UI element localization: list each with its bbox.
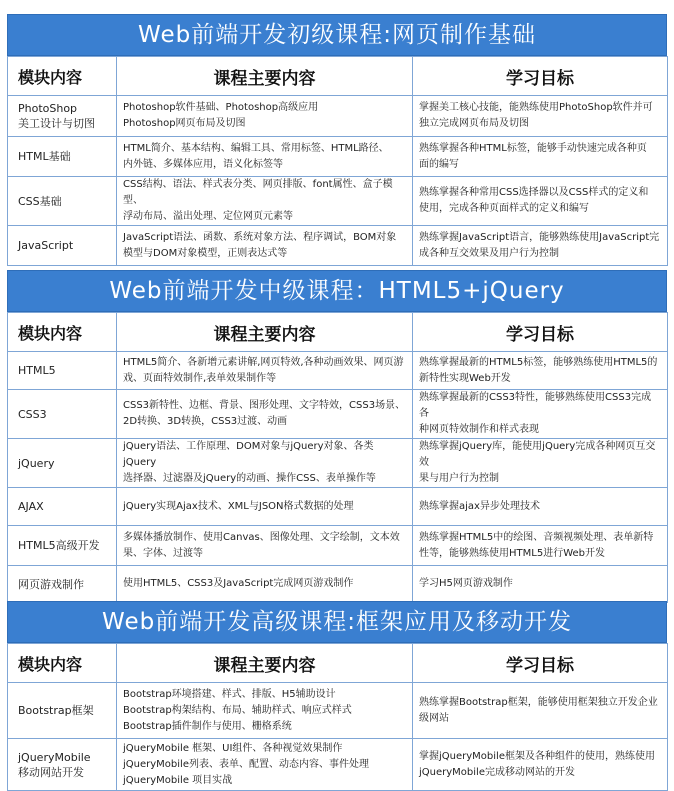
table-row <box>8 177 668 226</box>
goal-cell: 熟练掌握JavaScript语言，能够熟练使用JavaScript完 成各种互交效果及用户行为控制 <box>413 226 668 266</box>
table-row <box>8 739 668 791</box>
table-row <box>8 352 668 390</box>
content-cell: CSS结构、语法、样式表分类、网页排版、font属性、盒子模型、 浮动布局、溢出处理、定位网页元素等 <box>117 177 413 226</box>
content-cell: Bootstrap环境搭建、样式、排版、H5辅助设计 Bootstrap构架结构、布局、辅助样式、响应式样式 Bootstrap插件制作与使用、栅格系统 <box>117 683 413 739</box>
goal-cell: 熟练掌握最新的HTML5标签，能够熟练使用HTML5的 新特性实现Web开发 <box>413 352 668 390</box>
content-cell: JavaScript语法、函数、系统对象方法、程序调试，BOM对象 模型与DOM对象模型，正则表达式等 <box>117 226 413 266</box>
table-row <box>8 137 668 177</box>
table-row <box>8 390 668 439</box>
goal-cell: 熟练掌握各种HTML标签，能够手动快速完成各种页 面的编写 <box>413 137 668 177</box>
content-cell: jQuery语法、工作原理、DOM对象与jQuery对象、各类jQuery 选择器、过滤器及jQuery的动画、操作CSS、表单操作等 <box>117 439 413 488</box>
module-cell: CSS基础 <box>8 177 117 226</box>
section-intermediate <box>7 270 667 603</box>
section-title: Web前端开发高级课程:框架应用及移动开发 <box>7 601 667 643</box>
header-module: 模块内容 <box>8 57 117 96</box>
table-header-row <box>8 313 668 352</box>
module-cell: AJAX <box>8 488 117 526</box>
table-row <box>8 566 668 603</box>
module-cell: jQueryMobile 移动网站开发 <box>8 739 117 791</box>
course-table <box>7 56 668 266</box>
content-cell: HTML简介、基本结构、编辑工具、常用标签、HTML路径、 内外链、多媒体应用，语义化标签等 <box>117 137 413 177</box>
goal-cell: 熟练掌握Bootstrap框架，能够使用框架独立开发企业 级网站 <box>413 683 668 739</box>
content-cell: jQueryMobile 框架、UI组件、各种视觉效果制作 jQueryMobile列表、表单、配置、动态内容、事件处理 jQueryMobile 项目实战 <box>117 739 413 791</box>
section-beginner <box>7 14 667 266</box>
course-table <box>7 312 668 603</box>
table-header-row <box>8 644 668 683</box>
goal-cell: 熟练掌握HTML5中的绘图、音频视频处理、表单新特 性等，能够熟练使用HTML5进行Web开发 <box>413 526 668 566</box>
section-title: Web前端开发初级课程:网页制作基础 <box>7 14 667 56</box>
goal-cell: 掌握美工核心技能，能熟练使用PhotoShop软件并可 独立完成网页布局及切图 <box>413 96 668 137</box>
header-goal: 学习目标 <box>413 57 668 96</box>
course-table <box>7 643 668 791</box>
goal-cell: 掌握jQueryMobile框架及各种组件的使用，熟练使用 jQueryMobile完成移动网站的开发 <box>413 739 668 791</box>
goal-cell: 熟练掌握ajax异步处理技术 <box>413 488 668 526</box>
module-cell: jQuery <box>8 439 117 488</box>
header-content: 课程主要内容 <box>117 644 413 683</box>
goal-cell: 学习H5网页游戏制作 <box>413 566 668 603</box>
module-cell: JavaScript <box>8 226 117 266</box>
header-module: 模块内容 <box>8 313 117 352</box>
module-cell: HTML5高级开发 <box>8 526 117 566</box>
content-cell: Photoshop软件基础、Photoshop高级应用 Photoshop网页布局及切图 <box>117 96 413 137</box>
table-header-row <box>8 57 668 96</box>
goal-cell: 熟练掌握各种常用CSS选择器以及CSS样式的定义和 使用，完成各种页面样式的定义和编写 <box>413 177 668 226</box>
header-module: 模块内容 <box>8 644 117 683</box>
section-title: Web前端开发中级课程：HTML5+jQuery <box>7 270 667 312</box>
table-row <box>8 226 668 266</box>
table-row <box>8 683 668 739</box>
table-row <box>8 96 668 137</box>
section-advanced <box>7 601 667 791</box>
module-cell: 网页游戏制作 <box>8 566 117 603</box>
module-cell: HTML基础 <box>8 137 117 177</box>
table-row <box>8 488 668 526</box>
header-goal: 学习目标 <box>413 313 668 352</box>
module-cell: CSS3 <box>8 390 117 439</box>
header-content: 课程主要内容 <box>117 313 413 352</box>
module-cell: Bootstrap框架 <box>8 683 117 739</box>
table-row <box>8 526 668 566</box>
content-cell: 使用HTML5、CSS3及JavaScript完成网页游戏制作 <box>117 566 413 603</box>
module-cell: PhotoShop 美工设计与切图 <box>8 96 117 137</box>
content-cell: 多媒体播放制作、使用Canvas、图像处理、文字绘制，文本效 果、字体、过渡等 <box>117 526 413 566</box>
goal-cell: 熟练掌握最新的CSS3特性，能够熟练使用CSS3完成各 种网页特效制作和样式表现 <box>413 390 668 439</box>
module-cell: HTML5 <box>8 352 117 390</box>
header-goal: 学习目标 <box>413 644 668 683</box>
goal-cell: 熟练掌握jQuery库，能使用jQuery完成各种网页互交效 果与用户行为控制 <box>413 439 668 488</box>
header-content: 课程主要内容 <box>117 57 413 96</box>
content-cell: CSS3新特性、边框、背景、图形处理、文字特效，CSS3场景、 2D转换、3D转换，CSS3过渡、动画 <box>117 390 413 439</box>
content-cell: jQuery实现Ajax技术、XML与JSON格式数据的处理 <box>117 488 413 526</box>
content-cell: HTML5简介、各新增元素讲解,网页特效,各种动画效果、网页游 戏、页面特效制作,表单效果制作等 <box>117 352 413 390</box>
table-row <box>8 439 668 488</box>
